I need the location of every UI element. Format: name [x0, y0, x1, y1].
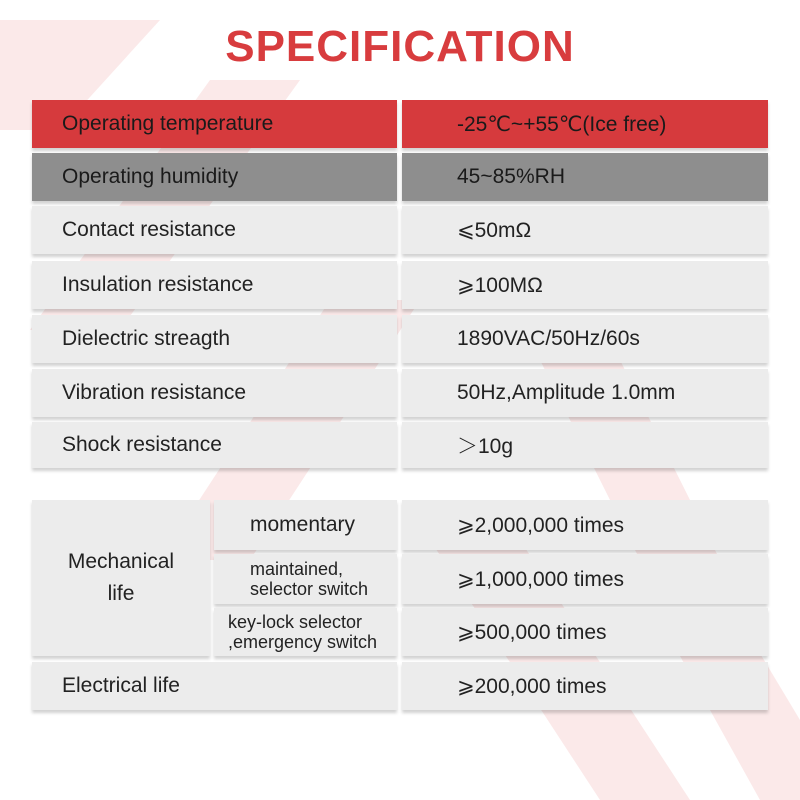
spec-label-insulation-resistance: Insulation resistance — [32, 261, 397, 309]
mechanical-type-key-lock — [214, 608, 397, 656]
mechanical-value-key-lock: ⩾500,000 times — [402, 608, 768, 656]
spec-value-vibration-resistance: 50Hz,Amplitude 1.0mm — [402, 369, 768, 417]
mechanical-type-maintained — [214, 554, 397, 604]
mechanical-life-label-line1: Mechanical — [67, 550, 175, 573]
mechanical-type-label-line2: selector switch — [250, 579, 369, 599]
spec-label-shock-resistance: Shock resistance — [32, 422, 397, 468]
mechanical-type-label: momentary — [250, 513, 356, 536]
spec-value-shock-resistance: ＞10g — [402, 422, 768, 468]
spec-label-vibration-resistance: Vibration resistance — [32, 369, 397, 417]
electrical-life-label: Electrical life — [32, 662, 397, 710]
spec-value-contact-resistance: ⩽50mΩ — [402, 206, 768, 254]
page-title: SPECIFICATION — [225, 22, 575, 71]
spec-value-insulation-resistance: ⩾100MΩ — [402, 261, 768, 309]
spec-label-dielectric-strength: Dielectric streagth — [32, 315, 397, 363]
mechanical-type-label-line1: key-lock selector — [228, 612, 363, 632]
spec-value-dielectric-strength: 1890VAC/50Hz/60s — [402, 315, 768, 363]
mechanical-type-label-line1: maintained, — [250, 559, 344, 579]
mechanical-life-label-line2: life — [107, 582, 135, 605]
mechanical-value-maintained: ⩾1,000,000 times — [402, 554, 768, 604]
mechanical-life-label — [32, 500, 210, 656]
spec-label-contact-resistance: Contact resistance — [32, 206, 397, 254]
mechanical-value-momentary: ⩾2,000,000 times — [402, 500, 768, 550]
mechanical-type-label-line2: ,emergency switch — [228, 632, 378, 652]
mechanical-type-momentary — [214, 500, 397, 550]
spec-value-operating-humidity: 45~85%RH — [402, 153, 768, 201]
spec-label-operating-humidity: Operating humidity — [32, 153, 397, 201]
electrical-life-value: ⩾200,000 times — [402, 662, 768, 710]
spec-label-operating-temperature: Operating temperature — [32, 100, 397, 148]
spec-value-operating-temperature: -25℃~+55℃(Ice free) — [402, 100, 768, 148]
